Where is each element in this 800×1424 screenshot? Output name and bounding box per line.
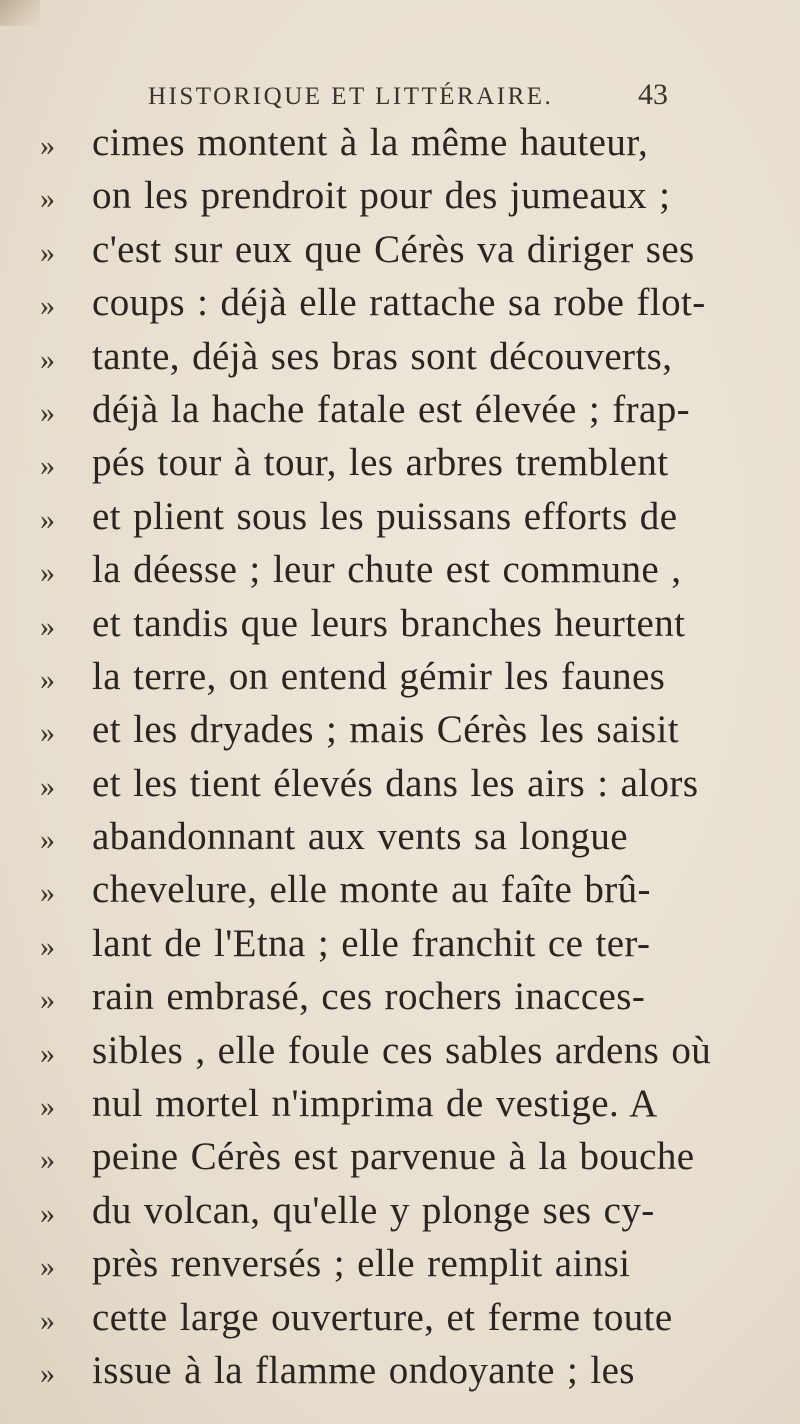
line-text: cette large ouverture, et ferme toute (92, 1295, 673, 1339)
quotation-mark: » (40, 1036, 55, 1070)
running-header (148, 78, 668, 112)
page-corner-shadow (0, 0, 40, 26)
line-text: abandonnant aux vents sa longue (92, 815, 628, 859)
body-text (40, 120, 780, 1401)
text-line (40, 387, 780, 440)
text-line (40, 280, 780, 333)
line-text: et tandis que leurs branches heurtent (92, 601, 686, 645)
line-text: on les prendroit pour des jumeaux ; (92, 174, 671, 218)
line-text: du volcan, qu'elle y plonge ses cy- (92, 1188, 655, 1232)
line-text: et les tient élevés dans les airs : alors (92, 761, 699, 805)
line-text: déjà la hache fatale est élevée ; frap- (92, 387, 690, 431)
quotation-mark: » (40, 929, 55, 963)
line-text: près renversés ; elle remplit ainsi (92, 1242, 631, 1286)
line-text: issue à la flamme ondoyante ; les (92, 1348, 635, 1392)
line-text: pés tour à tour, les arbres tremblent (92, 441, 669, 485)
text-line (40, 440, 780, 493)
quotation-mark: » (40, 983, 55, 1017)
text-line (40, 334, 780, 387)
line-text: nul mortel n'imprima de vestige. A (92, 1082, 658, 1126)
quotation-mark: » (40, 182, 55, 216)
quotation-mark: » (40, 716, 55, 750)
quotation-mark: » (40, 1303, 55, 1337)
quotation-mark: » (40, 1143, 55, 1177)
quotation-mark: » (40, 449, 55, 483)
line-text: tante, déjà ses bras sont découverts, (92, 334, 673, 378)
text-line (40, 120, 780, 173)
quotation-mark: » (40, 1250, 55, 1284)
quotation-mark: » (40, 556, 55, 590)
text-line (40, 227, 780, 280)
text-line (40, 1295, 780, 1348)
text-line (40, 1134, 780, 1187)
line-text: et les dryades ; mais Cérès les saisit (92, 708, 679, 752)
quotation-mark: » (40, 342, 55, 376)
text-line (40, 601, 780, 654)
quotation-mark: » (40, 769, 55, 803)
quotation-mark: » (40, 1090, 55, 1124)
text-line (40, 547, 780, 600)
text-line (40, 867, 780, 920)
text-line (40, 1028, 780, 1081)
text-line (40, 761, 780, 814)
text-line (40, 494, 780, 547)
text-line (40, 654, 780, 707)
quotation-mark: » (40, 876, 55, 910)
quotation-mark: » (40, 823, 55, 857)
text-line (40, 1188, 780, 1241)
quotation-mark: » (40, 609, 55, 643)
line-text: lant de l'Etna ; elle franchit ce ter- (92, 921, 651, 965)
line-text: chevelure, elle monte au faîte brû- (92, 868, 651, 912)
quotation-mark: » (40, 1196, 55, 1230)
quotation-mark: » (40, 662, 55, 696)
running-title: HISTORIQUE ET LITTÉRAIRE. (148, 83, 554, 110)
page-number: 43 (638, 78, 668, 111)
text-line (40, 814, 780, 867)
quotation-mark: » (40, 235, 55, 269)
line-text: cimes montent à la même hauteur, (92, 121, 649, 164)
text-line (40, 921, 780, 974)
text-line (40, 707, 780, 760)
line-text: c'est sur eux que Cérès va diriger ses (92, 227, 695, 271)
line-text: et plient sous les puissans efforts de (92, 494, 678, 538)
line-text: la déesse ; leur chute est commune , (92, 548, 682, 592)
text-line (40, 1348, 780, 1401)
line-text: rain embrasé, ces rochers inacces- (92, 975, 646, 1019)
line-text: sibles , elle foule ces sables ardens où (92, 1028, 712, 1072)
text-line (40, 974, 780, 1027)
quotation-mark: » (40, 395, 55, 429)
line-text: peine Cérès est parvenue à la bouche (92, 1135, 695, 1179)
quotation-mark: » (40, 129, 55, 162)
line-text: coups : déjà elle rattache sa robe flot- (92, 281, 706, 325)
text-line (40, 1241, 780, 1294)
quotation-mark: » (40, 289, 55, 323)
text-line (40, 173, 780, 226)
text-line (40, 1081, 780, 1134)
quotation-mark: » (40, 1356, 55, 1390)
quotation-mark: » (40, 502, 55, 536)
line-text: la terre, on entend gémir les faunes (92, 654, 666, 698)
